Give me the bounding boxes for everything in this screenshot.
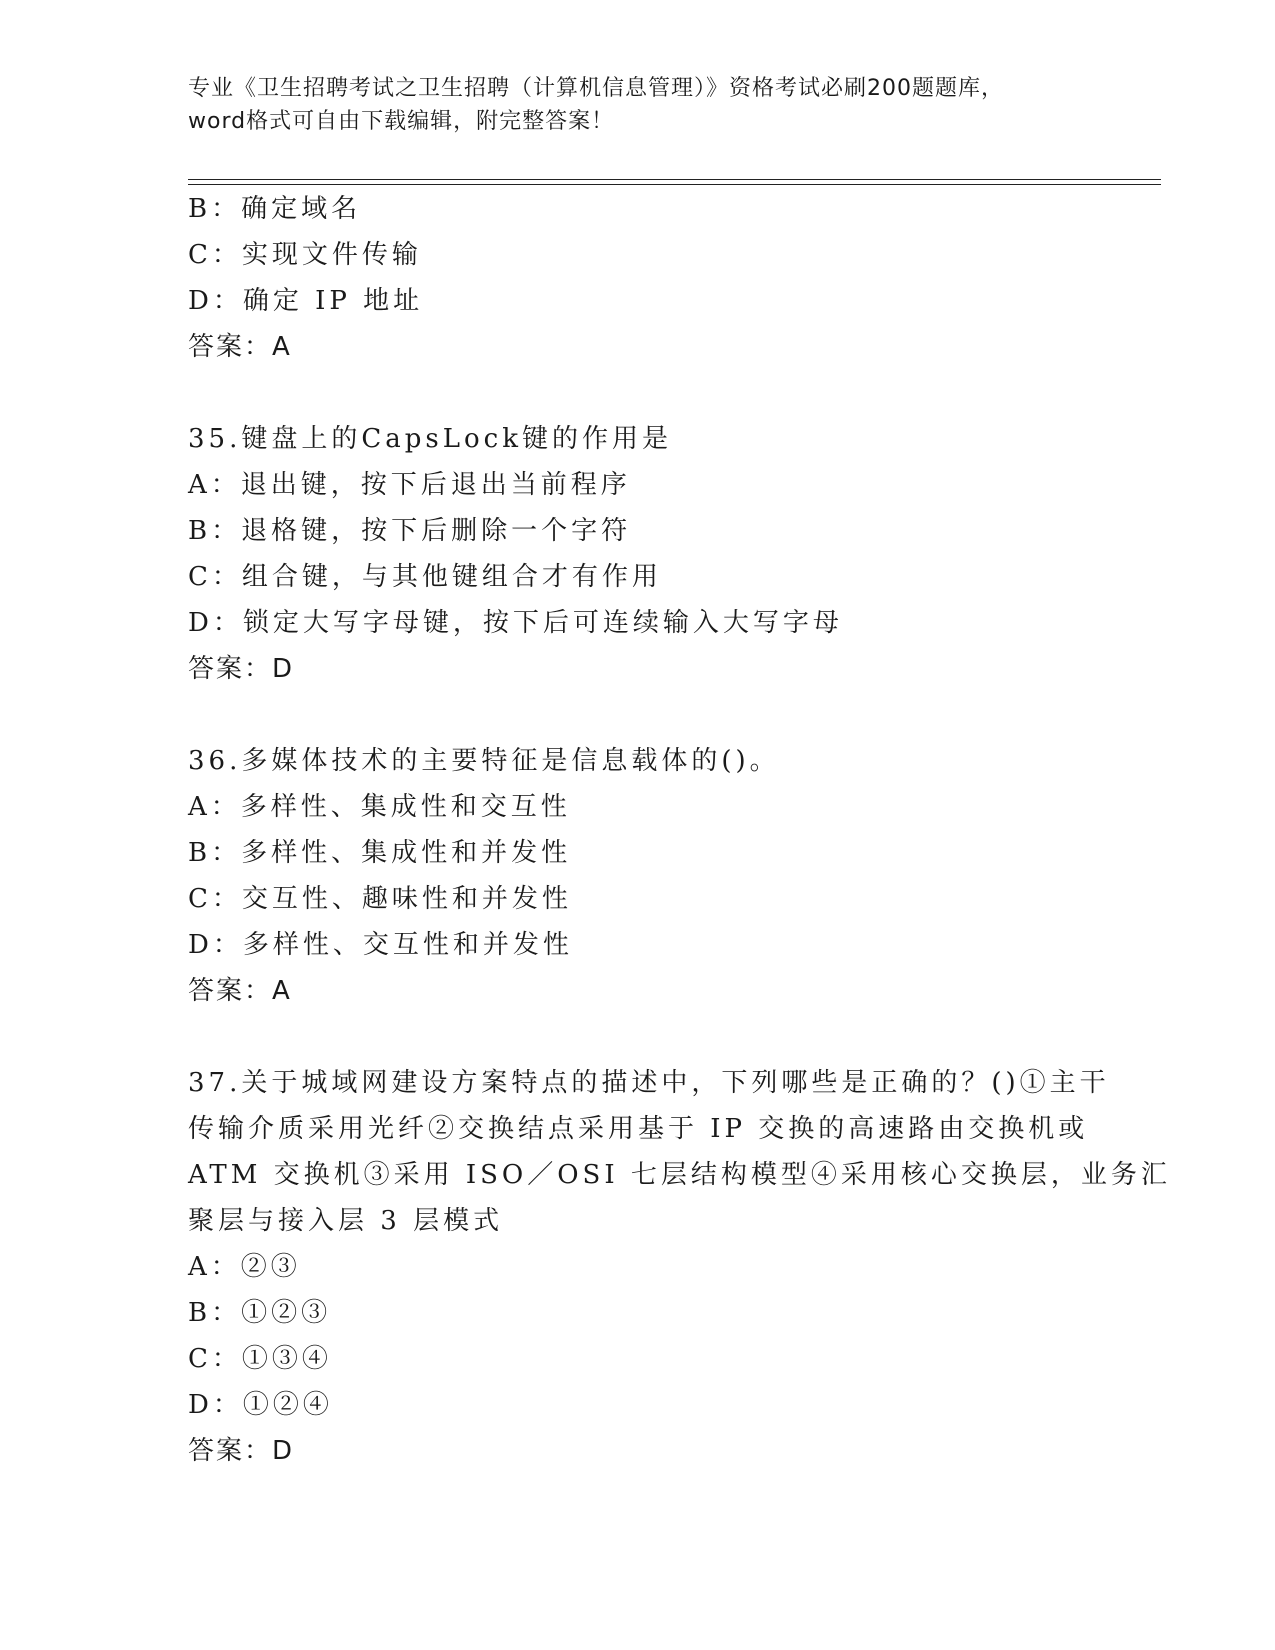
header-divider-bottom <box>188 184 1161 185</box>
header-line-2: word格式可自由下载编辑，附完整答案！ <box>188 109 615 134</box>
option-c: C：组合键，与其他键组合才有作用 <box>188 562 662 592</box>
option-c: C：①③④ <box>188 1344 332 1374</box>
question-35-block <box>188 416 1088 692</box>
option-d: D：锁定大写字母键，按下后可连续输入大写字母 <box>188 608 843 638</box>
question-text: 35.键盘上的CapsLock键的作用是 <box>188 424 672 454</box>
answer-label: 答案：D <box>188 654 295 684</box>
option-b: B：多样性、集成性和并发性 <box>188 838 572 868</box>
option-b: B：退格键，按下后删除一个字符 <box>188 516 632 546</box>
header-divider-top <box>188 179 1161 180</box>
question-text <box>188 1060 1171 1244</box>
answer-label: 答案：A <box>188 332 292 362</box>
option-a: A：退出键，按下后退出当前程序 <box>188 470 631 500</box>
answer-label: 答案：D <box>188 1436 295 1466</box>
option-b: B：①②③ <box>188 1298 332 1328</box>
question-line-3: ATM 交换机③采用 ISO／OSI 七层结构模型④采用核心交换层，业务汇 <box>188 1160 1171 1190</box>
option-c: C：交互性、趣味性和并发性 <box>188 884 572 914</box>
question-34-block <box>188 186 1088 370</box>
question-line-2: 传输介质采用光纤②交换结点采用基于 IP 交换的高速路由交换机或 <box>188 1114 1089 1144</box>
option-d: D：确定 IP 地址 <box>188 286 424 316</box>
document-header <box>188 72 1088 138</box>
option-a: A：②③ <box>188 1252 301 1282</box>
question-line-4: 聚层与接入层 3 层模式 <box>188 1206 504 1236</box>
option-a: A：多样性、集成性和交互性 <box>188 792 571 822</box>
answer-label: 答案：A <box>188 976 292 1006</box>
option-c: C：实现文件传输 <box>188 240 422 270</box>
header-line-1: 专业《卫生招聘考试之卫生招聘（计算机信息管理）》资格考试必刷200题题库， <box>188 76 1004 101</box>
spacer <box>188 370 1088 416</box>
question-36-block <box>188 738 1088 1014</box>
spacer <box>188 692 1088 738</box>
option-b: B：确定域名 <box>188 194 362 224</box>
question-text: 36.多媒体技术的主要特征是信息载体的()。 <box>188 746 780 776</box>
question-line-1: 37.关于城域网建设方案特点的描述中，下列哪些是正确的？()①主干 <box>188 1068 1110 1098</box>
spacer <box>188 1014 1088 1060</box>
question-37-block <box>188 1060 1171 1474</box>
option-d: D：①②④ <box>188 1390 333 1420</box>
question-list <box>188 186 1171 1474</box>
option-d: D：多样性、交互性和并发性 <box>188 930 573 960</box>
